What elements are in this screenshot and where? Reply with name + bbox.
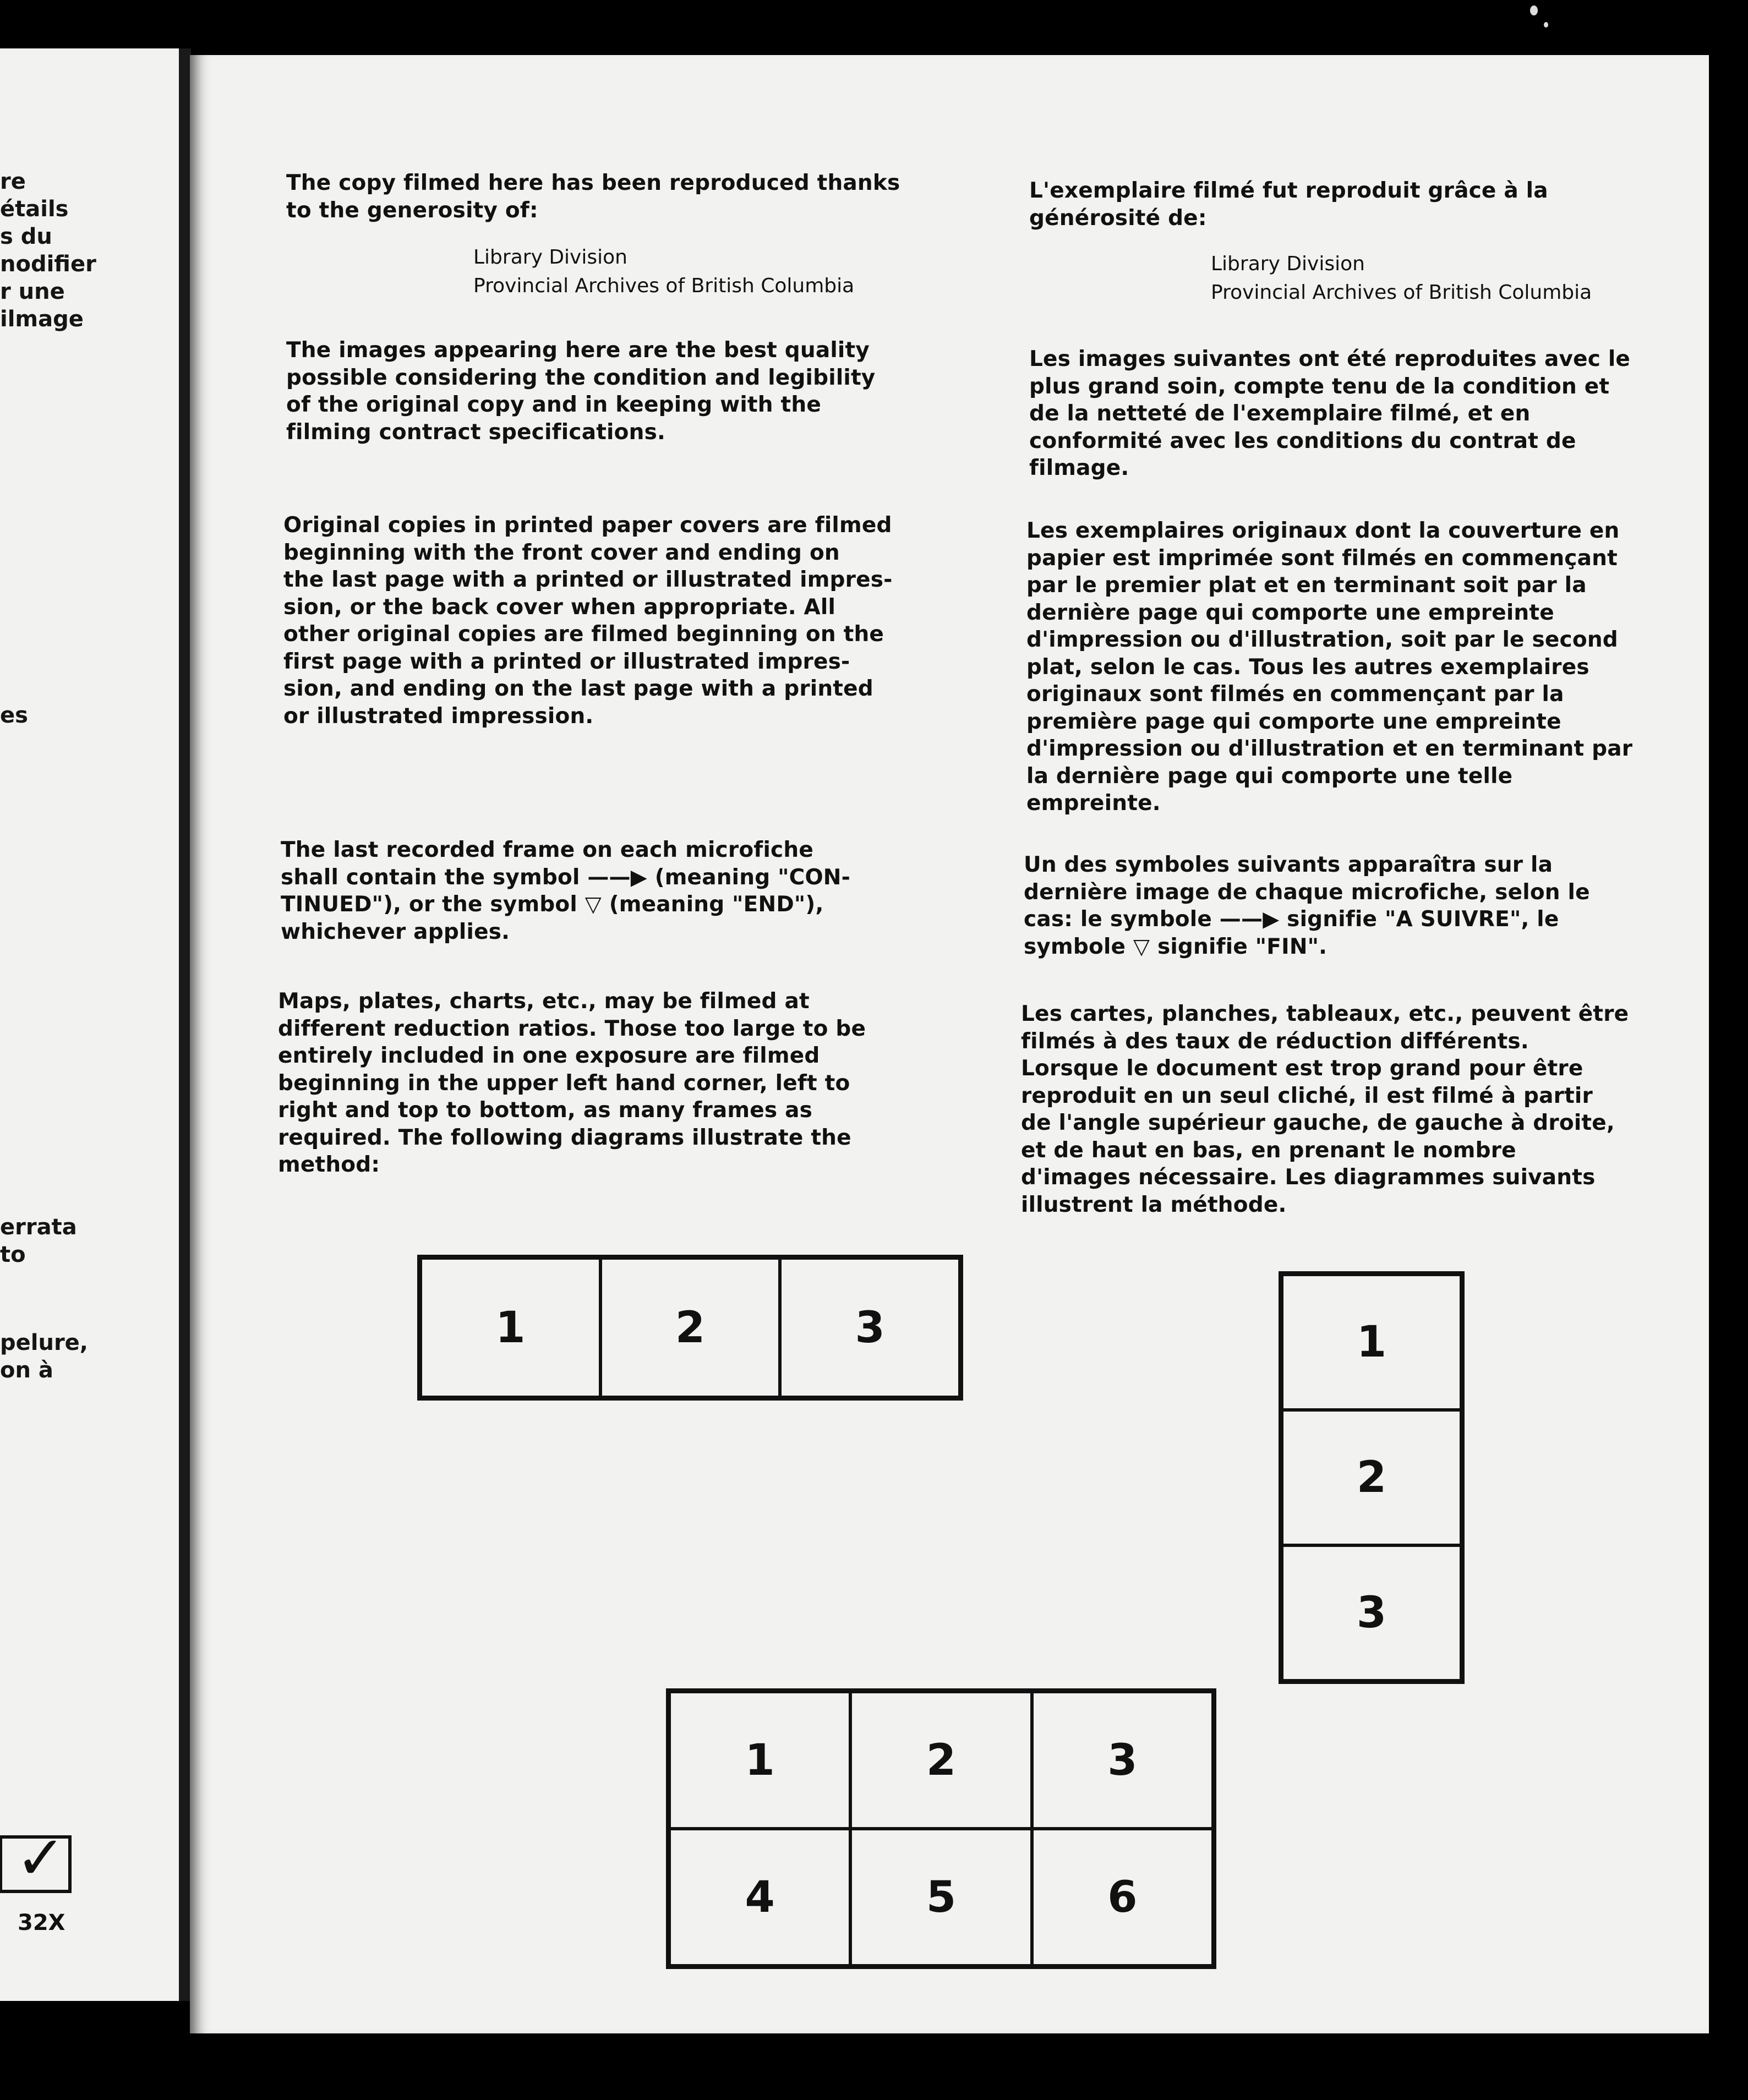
fragment-text: on à [0, 1358, 53, 1383]
fragment-text: s du [0, 224, 52, 249]
fragment-text: errata [0, 1215, 77, 1240]
diagram-cell: 1 [420, 1258, 600, 1397]
diagram-cell: 6 [1032, 1829, 1213, 1966]
french-quality-notice: Les images suivantes ont été reproduites avec le plus grand soin, compte tenu de la condition et de la netteté de l'exemplaire filmé, et en conformité avec les conditions du contrat de filmage. [1029, 347, 1631, 480]
english-maps-notice: Maps, plates, charts, etc., may be filmed at different reduction ratios. Those too large to be entirely included in one exposure are filmed beginning in the upper left hand corner, left to right and top to bottom, as many frames as required. The following diagrams illustrate the method: [278, 989, 866, 1177]
french-symbols-notice: Un des symboles suivants apparaîtra sur la dernière image de chaque microfiche, selon le cas: le symbole ——▶ signifie "A SUIVRE", le symbole ▽ signifie "FIN". [1024, 852, 1590, 959]
checkmark-icon: ✓ [15, 1823, 67, 1893]
french-institution: Library Division Provincial Archives of British Columbia [1211, 253, 1592, 304]
dust-speck [1530, 6, 1538, 15]
book-spine [179, 48, 191, 2001]
english-institution: Library Division Provincial Archives of British Columbia [473, 246, 855, 297]
diagram-cell: 1 [1282, 1275, 1461, 1410]
fragment-text: es [0, 703, 28, 728]
english-symbols-notice: The last recorded frame on each microfiche shall contain the symbol ——▶ (meaning "CON- TINUED"), or the symbol ▽ (meaning "END"), whichever applies. [281, 838, 851, 944]
checkbox-divider [0, 1839, 2, 1890]
diagram-cell: 2 [1282, 1410, 1461, 1545]
english-covers-notice: Original copies in printed paper covers are filmed beginning with the front cover and ending on the last page with a printed or illustrated impres- sion, or the back cover when appropriate. All other original copies are filmed beginning on the first page with a printed or illustrated impres- sion, and ending on the last page with a printed or illustrated impression. [283, 513, 893, 729]
fragment-text: to [0, 1242, 26, 1267]
french-covers-notice: Les exemplaires originaux dont la couverture en papier est imprimée sont filmés en commençant par le premier plat et en terminant soit par la dernière page qui comporte une empreinte d'impression ou d'illustration, soit par le second plat, selon le cas. Tous les autres exemplaires originaux sont filmés en commençant par la première page qui comporte une empreinte d'impression ou d'illustration et en terminant par la dernière page qui comporte une telle empreinte. [1026, 518, 1633, 816]
diagram-cell: 2 [850, 1692, 1031, 1829]
diagram-cell: 1 [669, 1692, 850, 1829]
fragment-text: pelure, [0, 1330, 88, 1355]
reduction-label: 32X [18, 1910, 65, 1935]
french-maps-notice: Les cartes, planches, tableaux, etc., peuvent être filmés à des taux de réduction différents. Lorsque le document est trop grand pour être reproduit en un seul cliché, il est filmé à partir de l'angle supérieur gauche, de gauche à droite, et de haut en bas, en prenant le nombre d'images nécessaire. Les diagrammes suivants illustrent la méthode. [1021, 1002, 1629, 1217]
english-quality-notice: The images appearing here are the best quality possible considering the condition and legibility of the original copy and in keeping with the filming contract specifications. [286, 338, 876, 445]
fragment-text: nodifier [0, 251, 96, 277]
fragment-text: r une [0, 279, 65, 304]
vertical-frames-diagram [1279, 1271, 1465, 1684]
french-intro: L'exemplaire filmé fut reproduit grâce à la générosité de: [1029, 178, 1548, 231]
microfiche-notice-page [190, 55, 1709, 2033]
fragment-text: ilmage [0, 307, 84, 332]
diagram-cell: 5 [850, 1829, 1031, 1966]
diagram-cell: 2 [600, 1258, 780, 1397]
fragment-text: re [0, 169, 26, 194]
english-intro: The copy filmed here has been reproduced thanks to the generosity of: [286, 171, 900, 223]
diagram-cell: 3 [780, 1258, 960, 1397]
dust-speck [1544, 22, 1548, 28]
two-by-three-frames-diagram [666, 1688, 1216, 1969]
horizontal-frames-diagram [417, 1255, 963, 1401]
fragment-text: étails [0, 196, 69, 222]
diagram-cell: 3 [1032, 1692, 1213, 1829]
previous-page-fragment [0, 48, 179, 2001]
diagram-cell: 4 [669, 1829, 850, 1966]
diagram-cell: 3 [1282, 1545, 1461, 1681]
reduction-checkbox [0, 1823, 72, 1893]
